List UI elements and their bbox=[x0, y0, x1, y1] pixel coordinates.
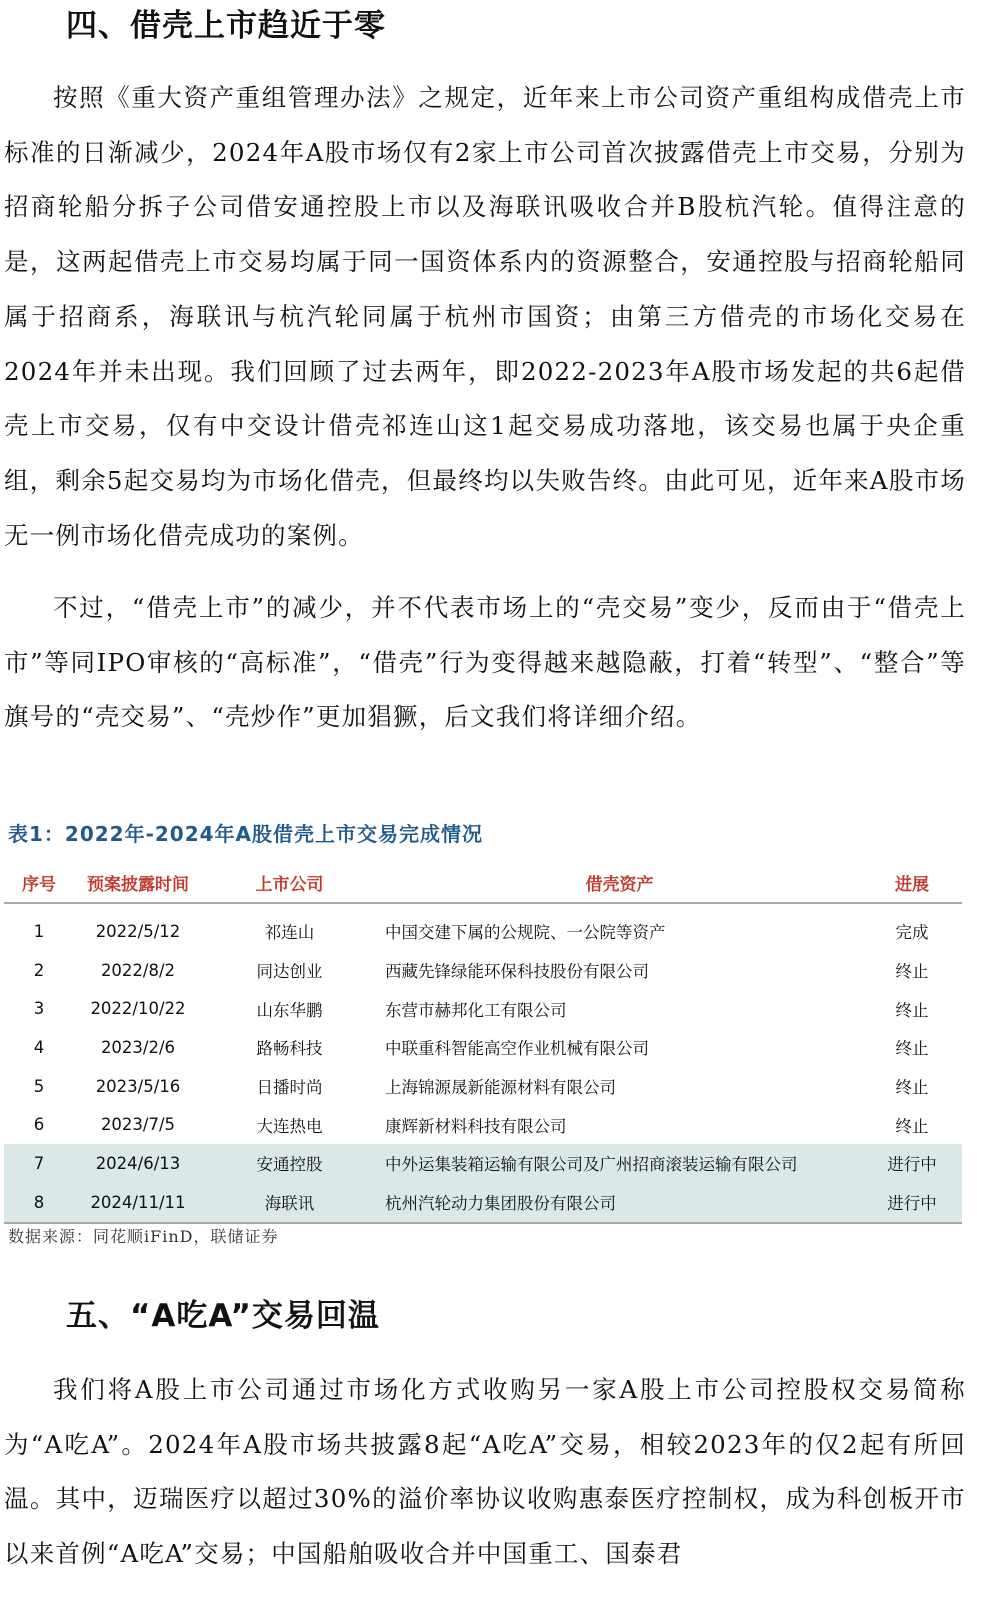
cell-company: 安通控股 bbox=[202, 1144, 377, 1183]
section-4-heading: 四、借壳上市趋近于零 bbox=[66, 8, 386, 44]
cell-asset: 上海锦源晟新能源材料有限公司 bbox=[385, 1078, 616, 1098]
col-header-asset: 借壳资产 bbox=[377, 862, 862, 903]
table-row bbox=[4, 1028, 962, 1067]
cell-date: 2024/11/11 bbox=[74, 1183, 202, 1223]
cell-asset: 杭州汽轮动力集团股份有限公司 bbox=[377, 1183, 862, 1223]
col-header-date: 预案披露时间 bbox=[74, 862, 202, 903]
cell-status: 终止 bbox=[895, 1116, 929, 1136]
cell-company: 日播时尚 bbox=[256, 1078, 323, 1098]
cell-date: 2022/5/12 bbox=[95, 921, 181, 941]
cell-company: 大连热电 bbox=[256, 1116, 323, 1136]
cell-asset: 中外运集装箱运输有限公司及广州招商滚装运输有限公司 bbox=[377, 1144, 862, 1183]
cell-no: 4 bbox=[33, 1037, 45, 1057]
cell-asset: 东营市赫邦化工有限公司 bbox=[385, 1000, 567, 1020]
cell-date: 2022/10/22 bbox=[90, 999, 186, 1019]
cell-status: 终止 bbox=[895, 1000, 929, 1020]
cell-date: 2024/6/13 bbox=[74, 1144, 202, 1183]
cell-status: 完成 bbox=[895, 923, 929, 943]
table-row bbox=[4, 903, 962, 951]
section-4-paragraph-1: 按照《重大资产重组管理办法》之规定，近年来上市公司资产重组构成借壳上市标准的日渐减少，2024年A股市场仅有2家上市公司首次披露借壳上市交易，分别为招商轮船分拆子公司借安通控股上市以及海联讯吸收合并B股杭汽轮。值得注意的是，这两起借壳上市交易均属于同一国资体系内的资源整合，安通控股与招商轮船同属于招商系，海联讯与杭汽轮同属于杭州市国资；由第三方借壳的市场化交易在2024年并未出现。我们回顾了过去两年，即2022-2023年A股市场发起的共6起借壳上市交易，仅有中交设计借壳祁连山这1起交易成功落地，该交易也属于央企重组，剩余5起交易均为市场化借壳，但最终均以失败告终。由此可见，近年来A股市场无一例市场化借壳成功的案例。 bbox=[4, 83, 966, 550]
table-source: 数据来源：同花顺iFinD，联储证券 bbox=[8, 1227, 279, 1246]
cell-status: 终止 bbox=[895, 1039, 929, 1059]
table-row bbox=[4, 1067, 962, 1106]
cell-no: 2 bbox=[33, 960, 45, 980]
cell-date: 2023/5/16 bbox=[95, 1076, 181, 1096]
cell-status: 进行中 bbox=[862, 1144, 962, 1183]
cell-company: 海联讯 bbox=[202, 1183, 377, 1223]
col-header-company: 上市公司 bbox=[202, 862, 377, 903]
section-5-heading: 五、“A吃A”交易回温 bbox=[66, 1298, 380, 1334]
cell-company: 祁连山 bbox=[264, 923, 315, 943]
cell-asset: 康辉新材料科技有限公司 bbox=[385, 1116, 567, 1136]
cell-no: 8 bbox=[4, 1183, 74, 1223]
table-row bbox=[4, 989, 962, 1028]
col-header-no: 序号 bbox=[4, 862, 74, 903]
section-4-paragraph-2: 不过，“借壳上市”的减少，并不代表市场上的“壳交易”变少，反而由于“借壳上市”等同IPO审核的“高标准”，“借壳”行为变得越来越隐蔽，打着“转型”、“整合”等旗号的“壳交易”、“壳炒作”更加猖獗，后文我们将详细介绍。 bbox=[4, 593, 966, 732]
table-title: 表1：2022年-2024年A股借壳上市交易完成情况 bbox=[8, 822, 484, 846]
table-row-highlighted bbox=[4, 1183, 962, 1223]
cell-no: 1 bbox=[33, 921, 45, 941]
table-row bbox=[4, 1105, 962, 1144]
cell-date: 2022/8/2 bbox=[100, 960, 176, 980]
cell-status: 终止 bbox=[895, 962, 929, 982]
cell-date: 2023/2/6 bbox=[100, 1037, 176, 1057]
cell-no: 5 bbox=[33, 1076, 45, 1096]
cell-asset: 中国交建下属的公规院、一公院等资产 bbox=[385, 923, 666, 943]
table-header-row bbox=[4, 862, 962, 903]
cell-company: 山东华鹏 bbox=[256, 1000, 323, 1020]
cell-no: 7 bbox=[4, 1144, 74, 1183]
deals-table bbox=[4, 862, 962, 1224]
cell-no: 6 bbox=[33, 1115, 45, 1135]
section-5-paragraph-1: 我们将A股上市公司通过市场化方式收购另一家A股上市公司控股权交易简称为“A吃A”。2024年A股市场共披露8起“A吃A”交易，相较2023年的仅2起有所回温。其中，迈瑞医疗以超过30%的溢价率协议收购惠泰医疗控制权，成为科创板开市以来首例“A吃A”交易；中国船舶吸收合并中国重工、国泰君 bbox=[4, 1375, 966, 1569]
cell-company: 路畅科技 bbox=[256, 1039, 323, 1059]
cell-no: 3 bbox=[33, 999, 45, 1019]
cell-status: 终止 bbox=[895, 1078, 929, 1098]
table-row-highlighted bbox=[4, 1144, 962, 1183]
cell-asset: 中联重科智能高空作业机械有限公司 bbox=[385, 1039, 649, 1059]
cell-status: 进行中 bbox=[862, 1183, 962, 1223]
cell-company: 同达创业 bbox=[256, 962, 323, 982]
col-header-status: 进展 bbox=[862, 862, 962, 903]
cell-date: 2023/7/5 bbox=[100, 1115, 176, 1135]
cell-asset: 西藏先锋绿能环保科技股份有限公司 bbox=[385, 962, 649, 982]
table-row bbox=[4, 951, 962, 990]
